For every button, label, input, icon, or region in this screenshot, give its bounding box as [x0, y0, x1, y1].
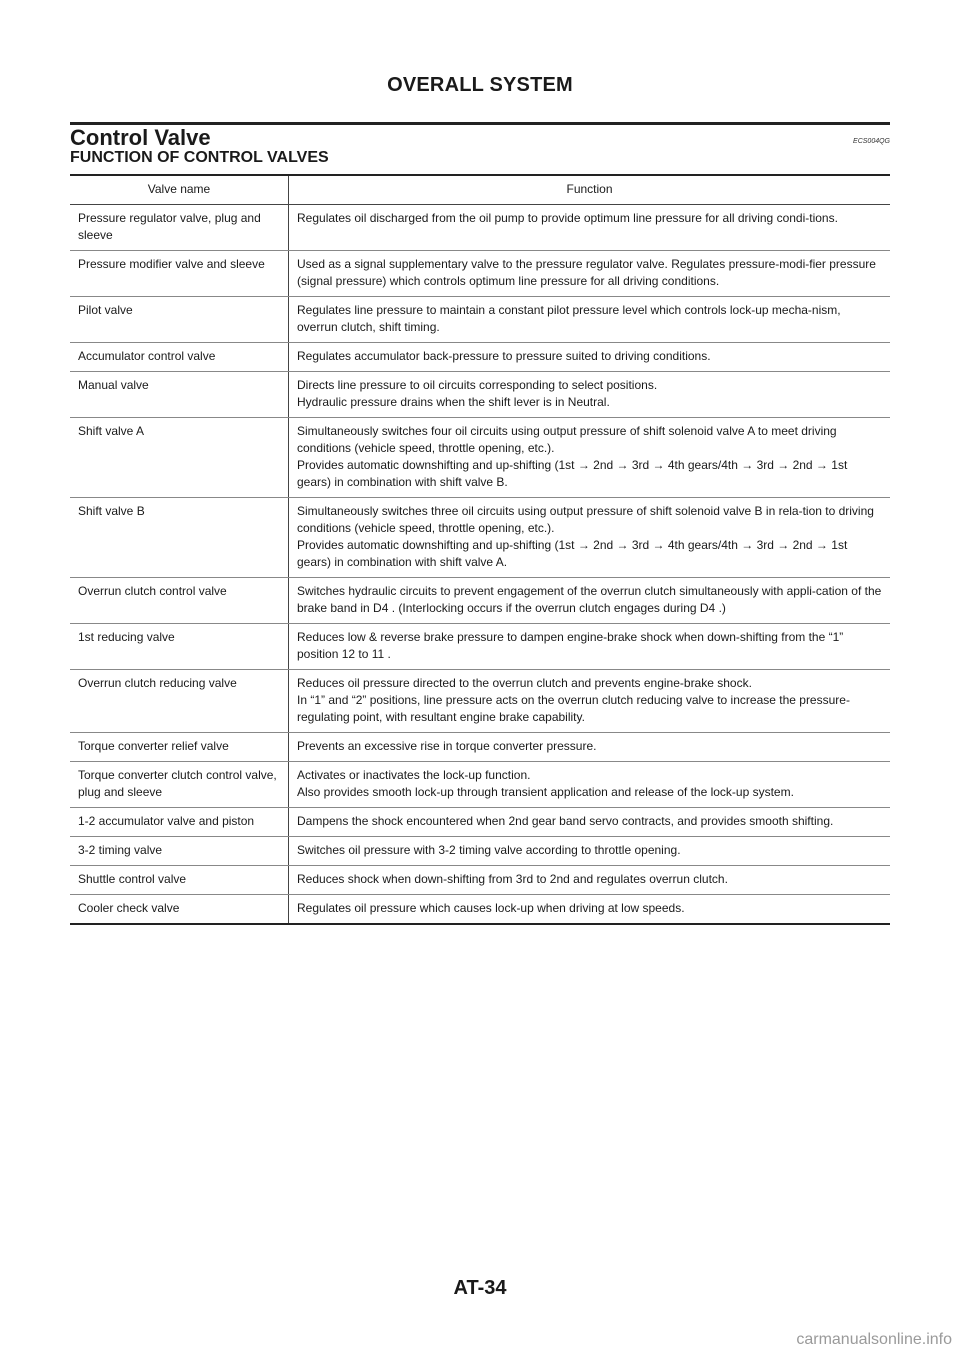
valve-function-cell [289, 733, 891, 762]
function-line: Directs line pressure to oil circuits corresponding to select positions. [297, 378, 658, 392]
function-line: Reduces low & reverse brake pressure to dampen engine-brake shock when down-shifting from the “1” position 12 to 11 . [297, 630, 844, 661]
valve-name-cell: Pressure regulator valve, plug and sleeve [70, 205, 289, 251]
valve-function-cell [289, 343, 891, 372]
function-line: Provides automatic downshifting and up-shifting (1st → 2nd → 3rd → 4th gears/4th → 3rd → 2nd → 1st gears) in combination with shift valve A. [297, 538, 848, 569]
valve-function-cell [289, 418, 891, 498]
valve-function-cell [289, 837, 891, 866]
valve-function-cell [289, 372, 891, 418]
valve-function-cell [289, 808, 891, 837]
valve-name-cell: 1-2 accumulator valve and piston [70, 808, 289, 837]
valve-function-cell [289, 866, 891, 895]
valve-name-cell: Accumulator control valve [70, 343, 289, 372]
table-row [70, 343, 890, 372]
table-row [70, 251, 890, 297]
column-header-valve-name: Valve name [70, 175, 289, 205]
table-row [70, 297, 890, 343]
function-line: Switches hydraulic circuits to prevent engagement of the overrun clutch simultaneously with appli-cation of the brake band in D4 . (Interlocking occurs if the overrun clutch engages during D4 .) [297, 584, 882, 615]
function-line: Regulates line pressure to maintain a constant pilot pressure level which controls lock-up mecha-nism, overrun clutch, shift timing. [297, 303, 841, 334]
table-row [70, 372, 890, 418]
table-row [70, 578, 890, 624]
section-title: Control Valve [70, 125, 211, 150]
table-row [70, 624, 890, 670]
function-line: Reduces oil pressure directed to the overrun clutch and prevents engine-brake shock. [297, 676, 752, 690]
valve-name-cell: Overrun clutch control valve [70, 578, 289, 624]
function-line: Activates or inactivates the lock-up function. [297, 768, 531, 782]
table-row [70, 670, 890, 733]
column-header-function: Function [289, 175, 891, 205]
valve-function-cell [289, 624, 891, 670]
function-line: Regulates accumulator back-pressure to pressure suited to driving conditions. [297, 349, 711, 363]
table-row [70, 418, 890, 498]
function-line: Switches oil pressure with 3-2 timing valve according to throttle opening. [297, 843, 681, 857]
function-line: Reduces shock when down-shifting from 3rd to 2nd and regulates overrun clutch. [297, 872, 728, 886]
table-row [70, 837, 890, 866]
watermark: carmanualsonline.info [796, 1331, 952, 1348]
function-line: Also provides smooth lock-up through transient application and release of the lock-up system. [297, 785, 794, 799]
valve-name-cell: Pressure modifier valve and sleeve [70, 251, 289, 297]
table-header-row [70, 175, 890, 205]
valve-function-cell [289, 670, 891, 733]
table-body [70, 205, 890, 925]
table-row [70, 762, 890, 808]
function-line: Dampens the shock encountered when 2nd gear band servo contracts, and provides smooth shifting. [297, 814, 834, 828]
function-line: Used as a signal supplementary valve to the pressure regulator valve. Regulates pressure-modi-fier pressure (signal pressure) which controls optimum line pressure for all driving conditions. [297, 257, 876, 288]
table-row [70, 733, 890, 762]
valve-name-cell: 3-2 timing valve [70, 837, 289, 866]
function-line: Simultaneously switches three oil circuits using output pressure of shift solenoid valve B in rela-tion to driving conditions (vehicle speed, throttle opening, etc.). [297, 504, 874, 535]
function-line: Prevents an excessive rise in torque converter pressure. [297, 739, 597, 753]
valve-function-cell [289, 251, 891, 297]
valve-name-cell: 1st reducing valve [70, 624, 289, 670]
table-row [70, 895, 890, 925]
valve-name-cell: Pilot valve [70, 297, 289, 343]
valve-name-cell: Torque converter clutch control valve, plug and sleeve [70, 762, 289, 808]
valve-function-cell [289, 578, 891, 624]
function-line: In “1” and “2” positions, line pressure acts on the overrun clutch reducing valve to increase the pressure-regulating point, with resultant engine brake capability. [297, 693, 850, 724]
valve-name-cell: Overrun clutch reducing valve [70, 670, 289, 733]
valve-function-cell [289, 762, 891, 808]
section-code: ECS004QG [853, 138, 890, 145]
valve-name-cell: Torque converter relief valve [70, 733, 289, 762]
function-line: Regulates oil discharged from the oil pump to provide optimum line pressure for all driving condi-tions. [297, 211, 838, 225]
table-row [70, 866, 890, 895]
valve-function-cell [289, 205, 891, 251]
control-valve-table [70, 174, 890, 925]
table-row [70, 808, 890, 837]
valve-function-cell [289, 297, 891, 343]
valve-name-cell: Shift valve A [70, 418, 289, 498]
function-line: Hydraulic pressure drains when the shift lever is in Neutral. [297, 395, 610, 409]
valve-function-cell [289, 498, 891, 578]
valve-name-cell: Shift valve B [70, 498, 289, 578]
subsection-title: FUNCTION OF CONTROL VALVES [70, 149, 329, 166]
valve-name-cell: Shuttle control valve [70, 866, 289, 895]
valve-function-cell [289, 895, 891, 925]
valve-name-cell: Manual valve [70, 372, 289, 418]
table-row [70, 498, 890, 578]
function-line: Simultaneously switches four oil circuits using output pressure of shift solenoid valve A to meet driving conditions (vehicle speed, throttle opening, etc.). [297, 424, 837, 455]
function-line: Provides automatic downshifting and up-shifting (1st → 2nd → 3rd → 4th gears/4th → 3rd → 2nd → 1st gears) in combination with shift valve B. [297, 458, 848, 489]
page-number: AT-34 [453, 1277, 507, 1299]
page-header-title: OVERALL SYSTEM [387, 74, 573, 96]
table-row [70, 205, 890, 251]
valve-name-cell: Cooler check valve [70, 895, 289, 925]
function-line: Regulates oil pressure which causes lock-up when driving at low speeds. [297, 901, 685, 915]
